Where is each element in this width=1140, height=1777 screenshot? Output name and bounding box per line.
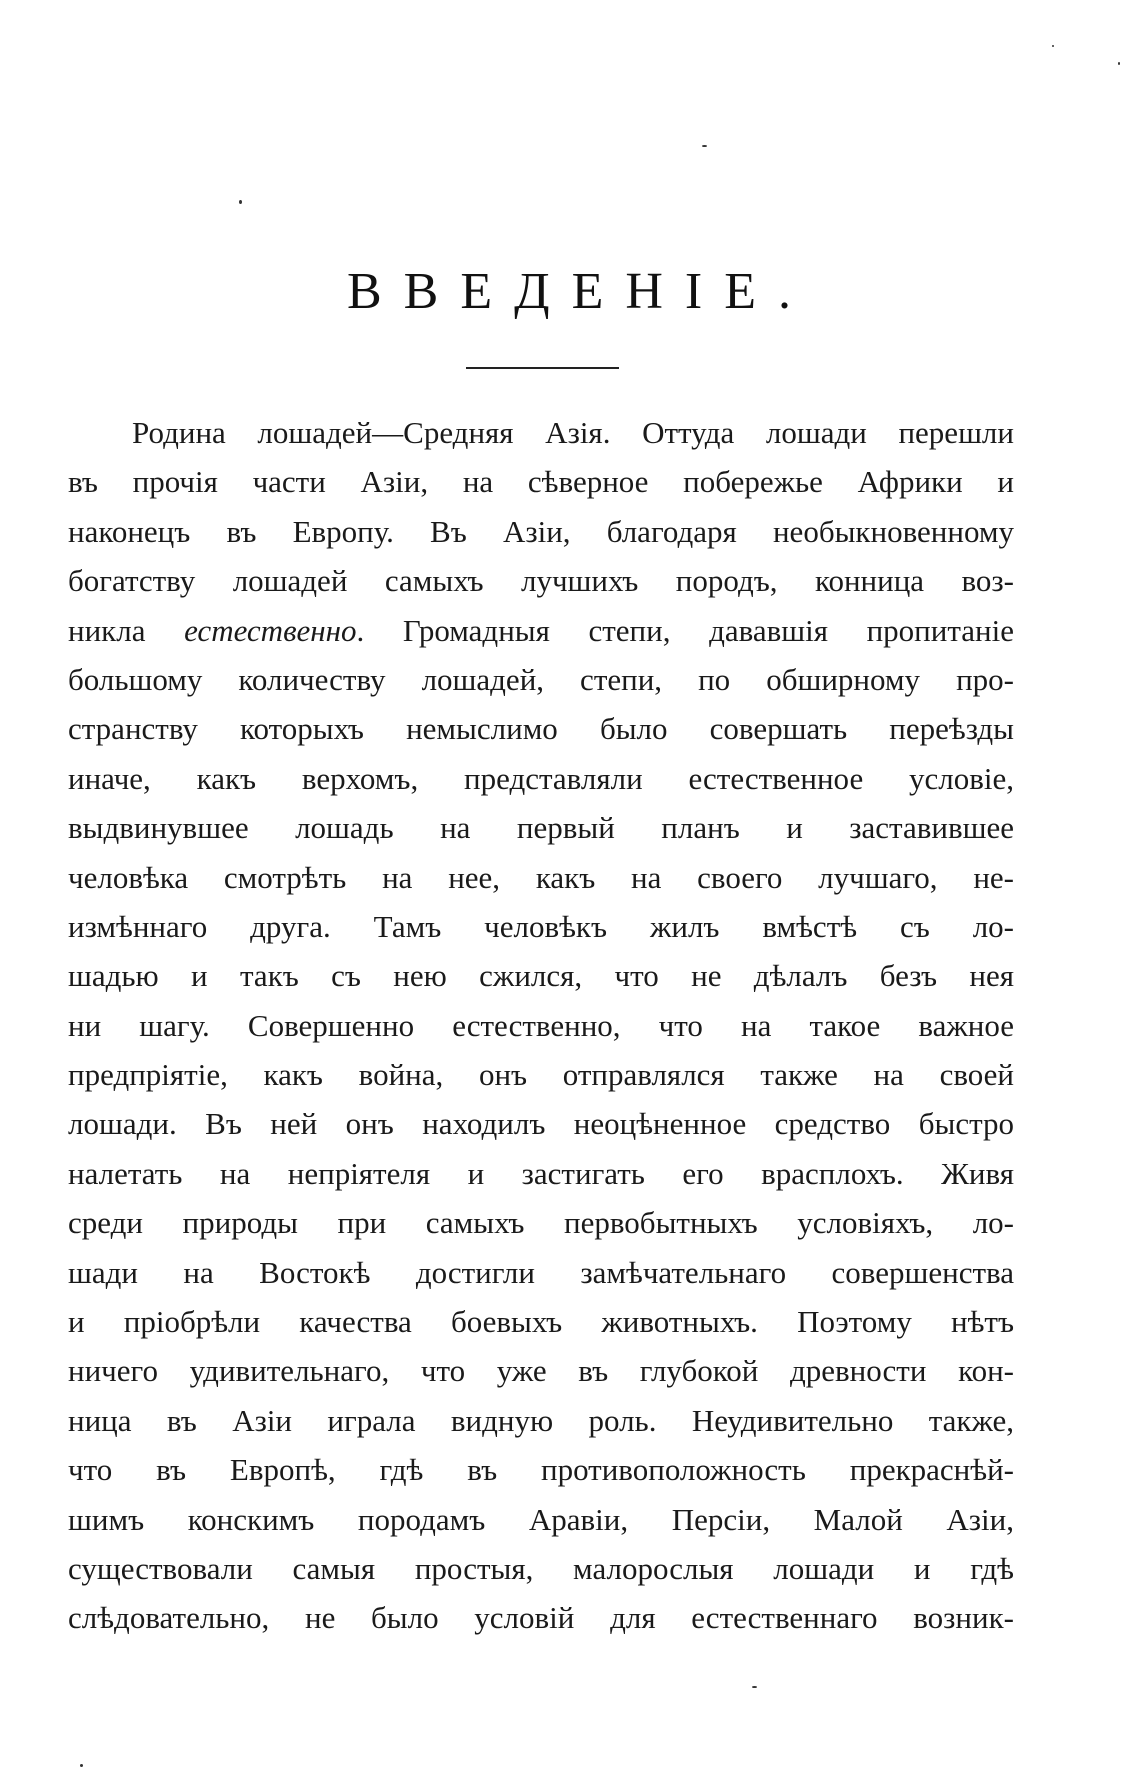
text-line: наконецъ въ Европу. Въ Азіи, благодаря необыкновенному <box>68 513 1014 549</box>
text-line: иначе, какъ верхомъ, представляли естественное условіе, <box>68 760 1014 796</box>
scan-speck <box>80 1764 83 1767</box>
text-line: странству которыхъ немыслимо было совершать переѣзды <box>68 711 1014 747</box>
text-line: шимъ конскимъ породамъ Аравіи, Персіи, Малой Азіи, <box>68 1501 1014 1537</box>
text-line: измѣннаго друга. Тамъ человѣкъ жилъ вмѣстѣ съ ло- <box>68 908 1014 944</box>
body-paragraph <box>68 408 1014 1643</box>
text-line: ни шагу. Совершенно естественно, что на такое важное <box>68 1007 1014 1043</box>
text-line: что въ Европѣ, гдѣ въ противоположность прекраснѣй- <box>68 1452 1014 1488</box>
text-line: выдвинувшее лошадь на первый планъ и заставившее <box>68 810 1014 846</box>
emphasized-word: естественно <box>184 612 357 648</box>
heading-rule <box>466 367 619 369</box>
text-line: слѣдовательно, не было условій для естественнаго возник- <box>68 1600 1014 1636</box>
text-segment: . Громадныя степи, дававшія пропитаніе <box>356 612 1014 648</box>
text-line: ница въ Азіи играла видную роль. Неудивительно также, <box>68 1402 1014 1438</box>
text-line: предпріятіе, какъ война, онъ отправлялся также на своей <box>68 1057 1014 1093</box>
text-line-with-emphasis <box>68 606 1014 655</box>
text-line: большому количеству лошадей, степи, по обширному про- <box>68 661 1014 697</box>
scan-speck <box>752 1686 757 1688</box>
scan-speck <box>1118 62 1120 65</box>
text-line: лошади. Въ ней онъ находилъ неоцѣненное средство быстро <box>68 1106 1014 1142</box>
text-line: въ прочія части Азіи, на сѣверное побережье Африки и <box>68 464 1014 500</box>
text-line: налетать на непріятеля и застигать его врасплохъ. Живя <box>68 1155 1014 1191</box>
text-line: существовали самыя простыя, малорослыя лошади и гдѣ <box>68 1550 1014 1586</box>
scan-speck <box>239 200 242 204</box>
text-line: ничего удивительнаго, что уже въ глубокой древности кон- <box>68 1353 1014 1389</box>
text-line: Родина лошадей—Средняя Азія. Оттуда лошади перешли <box>132 415 1014 450</box>
scan-speck <box>702 145 707 147</box>
text-line: шади на Востокѣ достигли замѣчательнаго совершенства <box>68 1254 1014 1290</box>
chapter-heading: ВВЕДЕНІЕ. <box>347 263 813 320</box>
text-line: богатству лошадей самыхъ лучшихъ породъ, конница воз- <box>68 563 1014 599</box>
scan-speck <box>1052 45 1054 47</box>
text-line: человѣка смотрѣть на нее, какъ на своего лучшаго, не- <box>68 859 1014 895</box>
text-segment: никла <box>68 612 185 648</box>
text-line: среди природы при самыхъ первобытныхъ условіяхъ, ло- <box>68 1205 1014 1241</box>
text-line: шадью и такъ съ нею сжился, что не дѣлалъ безъ нея <box>68 958 1014 994</box>
text-line: и пріобрѣли качества боевыхъ животныхъ. Поэтому нѣтъ <box>68 1304 1014 1340</box>
